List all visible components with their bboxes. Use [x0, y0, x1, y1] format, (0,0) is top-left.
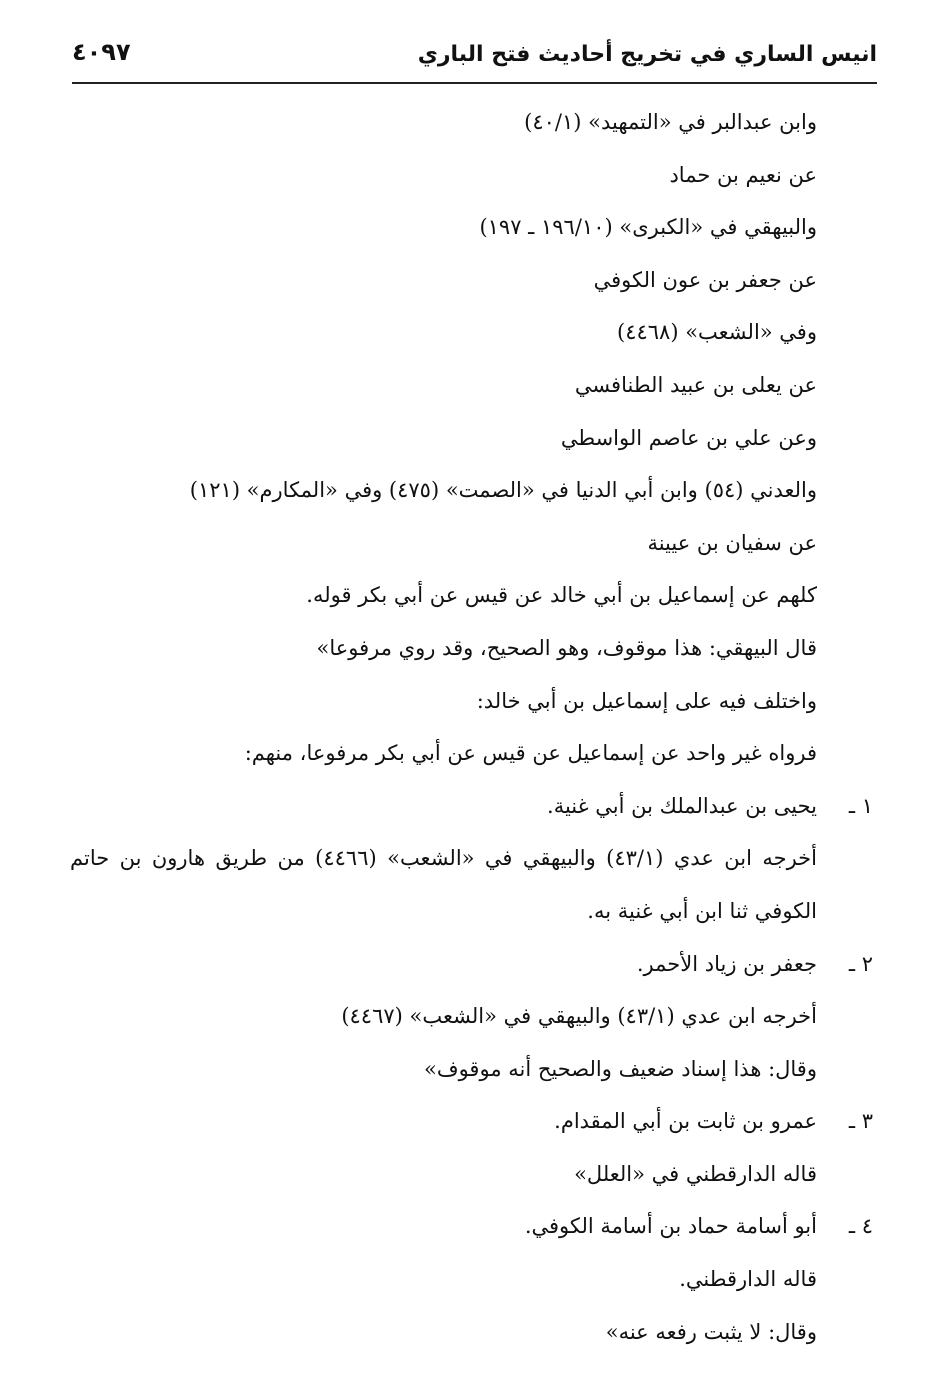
list-item: [70, 1095, 873, 1148]
list-item: [70, 780, 873, 833]
item-detail: قاله الدارقطني.: [679, 1267, 817, 1292]
item-detail: وقال: هذا إسناد ضعيف والصحيح أنه موقوف»: [423, 1056, 817, 1081]
item-detail: أخرجه ابن عدي (٤٣/١) والبيهقي في «الشعب» (٤٤٦٧): [341, 1004, 817, 1029]
item-name: يحيى بن عبدالملك بن أبي غنية.: [547, 793, 817, 818]
text-line: وابن عبدالبر في «التمهيد» (٤٠/١): [524, 110, 817, 134]
item-name: جعفر بن زياد الأحمر.: [636, 951, 817, 976]
text-line: والعدني (٥٤) وابن أبي الدنيا في «الصمت» (٤٧٥) وفي «المكارم» (١٢١): [189, 478, 817, 503]
item-name: أبو أسامة حماد بن أسامة الكوفي.: [524, 1214, 817, 1239]
item-number: ٢ ـ: [848, 951, 873, 976]
item-detail: أخرجه ابن عدي (٤٣/١) والبيهقي في «الشعب» (٤٤٦٦) من طريق هارون بن حاتم الكوفي ثنا ابن أبي غنية به.: [70, 846, 817, 923]
text-line: واختلف فيه على إسماعيل بن أبي خالد:: [476, 688, 817, 713]
item-detail: وقال: لا يثبت رفعه عنه»: [605, 1319, 817, 1344]
book-title: انيس الساري في تخريج أحاديث فتح الباري: [417, 42, 877, 67]
list-item: [70, 938, 873, 991]
text-line: وعن علي بن عاصم الواسطي: [560, 425, 817, 450]
page-header: [72, 32, 877, 82]
text-line: عن سفيان بن عيينة: [647, 530, 817, 555]
text-line: فرواه غير واحد عن إسماعيل عن قيس عن أبي بكر مرفوعا، منهم:: [244, 741, 817, 766]
page-number: ٤٠٩٧: [72, 38, 131, 66]
item-detail: قاله الدارقطني في «العلل»: [574, 1161, 817, 1186]
text-line: وفي «الشعب» (٤٤٦٨): [617, 320, 817, 345]
item-number: ٣ ـ: [848, 1109, 873, 1134]
text-line: كلهم عن إسماعيل بن أبي خالد عن قيس عن أبي بكر قوله.: [306, 583, 817, 608]
item-number: ١ ـ: [848, 793, 873, 818]
item-name: عمرو بن ثابت بن أبي المقدام.: [554, 1109, 817, 1134]
page-body: [70, 96, 873, 1358]
text-line: قال البيهقي: هذا موقوف، وهو الصحيح، وقد روي مرفوعا»: [316, 635, 817, 660]
text-line: عن جعفر بن عون الكوفي: [593, 267, 817, 292]
text-line: والبيهقي في «الكبرى» (١٩٦/١٠ ـ ١٩٧): [479, 215, 817, 240]
text-line: عن يعلى بن عبيد الطنافسي: [574, 372, 817, 397]
item-number: ٤ ـ: [848, 1214, 873, 1239]
header-rule: [72, 82, 877, 84]
text-line: عن نعيم بن حماد: [669, 162, 817, 187]
list-item: [70, 1200, 873, 1253]
